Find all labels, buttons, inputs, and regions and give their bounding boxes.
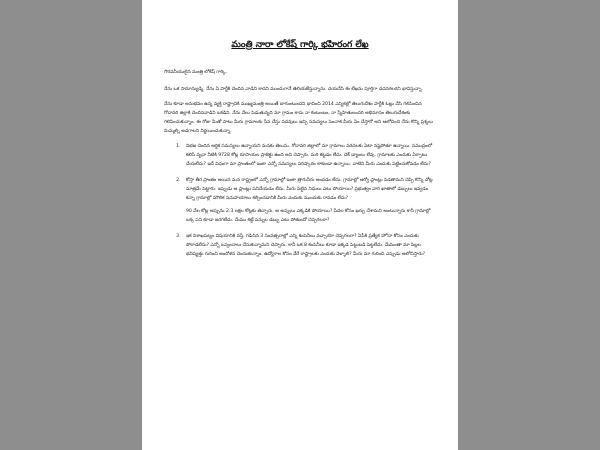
intro-paragraph: నేను ఒక సామాన్యుడ్ని. నేను ఏ పార్టీకి చెందిన వాడిని కాదని ముందుగానే తెలియజేస్తున్నాను. దయచేసి ఈ లేఖను పూర్తిగా చదవగలరని భావిస్తున్నా. — [164, 87, 423, 92]
document-title: మంత్రి నారా లోకేష్ గార్కి భహిరంగ లేఖ — [231, 40, 369, 50]
salutation: గౌరవనీయులైన మంత్రి లోకేష్ గార్కి, — [164, 70, 227, 75]
list-item-text: విభజ చెందిన ఆర్థిక సమస్యలు ఉన్నాయని మనకు తెలుసు. గోదావరి జిల్లాలో మా గ్రామాలు వరదలకు ఏటా నష్టపోతూ ఉన్నాయి. సముద్రంలో కలిసే వృధా నీటికి 9728 కోట్ల రూపాయల ప్రాజెక్టు ఉంది అని చెప్పారు. మరి కట్టడం లేదు. చెక్ డ్యాంలు లేవు. గ్రామాలకు ఎందుకు ఏర్పాటు చేయలేదు? ఇదే విధంగా మా ప్రాంతంలో ఇంకా ఎన్నో సమస్యలు పరిష్కారం కాకుండా ఉన్నాయి. వాటిని మీరు ఎందుకు పట్టించుకోవడం లేదు? — [186, 144, 433, 167]
body-paragraph: నేను కూడా అనుభవం ఉన్న వ్యక్తి రాష్ట్రానికి ముఖ్యమంత్రి అయితే బాగుంటుందని భావించి 2014 ఎన్నికల్లో తెలుగుదేశం పార్టీకి ఓట్లు వేసి గెలిపించిన గోదావరి జిల్లాకి చెందినవాడిని ఒకడిని. నేను వేలు పెడుతున్నది మా గ్రామం కాదు నా కుటుంబం, నా స్నేహితులందరి అభిమానం తెలుగుదేశంకు గెలిపించుకున్నాం. ఈ రోజు మీతో పాటు మీరు గ్రామాలకు సేవ చేస్తు పదవులు ఇచ్చి సమస్యలు పెంచాక మీరు ఏం చేస్తారో అని ఆలోచించి నేను కొన్ని ప్రశ్నలు మిమ్మల్ని అడగాలని నిర్ణయించుకున్నా. — [164, 102, 433, 134]
list-item-text: ఇక విశాఖపట్నం విషయానికి వస్తే, గడిచిన 3 సంవత్సరాల్లో ఎన్ని కంపెనీలు వచ్చాయో చెప్పగలరా? ఏపీకి ప్రత్యేక హోదా కోసం ఎందుకు పోరాడలేదు? ఎన్నో ఒప్పందాలు చేసుకున్నామని చెప్పారు. కానీ ఒక 8 కంపెనీలు కూడా ఇక్కడ పెట్టుబడి పెట్టలేదు. మేమంతా మా పిల్లల భవిష్యత్తు గురించి ఆందోళన చెందుతున్నాం. ఉద్యోగాల కోసం వేరే రాష్ట్రాలకు ఎందుకు వెళ్ళాలి? మీరు మా గురించి ఎప్పుడు ఆలోచిస్తారు? — [186, 234, 426, 257]
list-item — [182, 232, 436, 259]
question-list — [164, 142, 436, 259]
list-item — [182, 142, 436, 169]
document-page — [142, 0, 458, 450]
list-item — [182, 176, 436, 225]
list-item-subparagraph: 90 వేల కోట్ల అప్పును 2.3 లక్షల కోట్లకు తెచ్చారు. ఆ అప్పులు ఎక్కడికి పోయాయి? పేదల కోసం ఖర్చు చేశామని అంటున్నారు కానీ గ్రామాల్లో ఒక్క పని కూడా జరగలేదు. మేము కట్టే పన్నుల డబ్బు ఎటు పోతుందో చెప్పగలరా? — [186, 209, 431, 223]
list-item-text: కోస్తా తీర ప్రాంతం అయిన మన రాష్ట్రంలో ఎన్నో గ్రామాల్లో ఇంకా త్రాగునీరు అందడం లేదు. గ్రామాల్లో ఆర్వో ప్లాంట్లు పెడతామని చెప్పి కొన్ని చోట్ల మాత్రమే పెట్టారు. ఇప్పుడు ఆ ప్లాంట్లు పనిచేయడం లేదు. మీరు పెట్టిన నిధులు ఎటు పోయాయి? ప్రభుత్వం వారి ఖాతాలో డబ్బులు ఇవ్వడం కన్నా గ్రామాల్లో మౌలిక సదుపాయాలు కల్పించడానికి మీరు ఎందుకు ముందుకు రావడం లేదు? — [186, 178, 433, 201]
